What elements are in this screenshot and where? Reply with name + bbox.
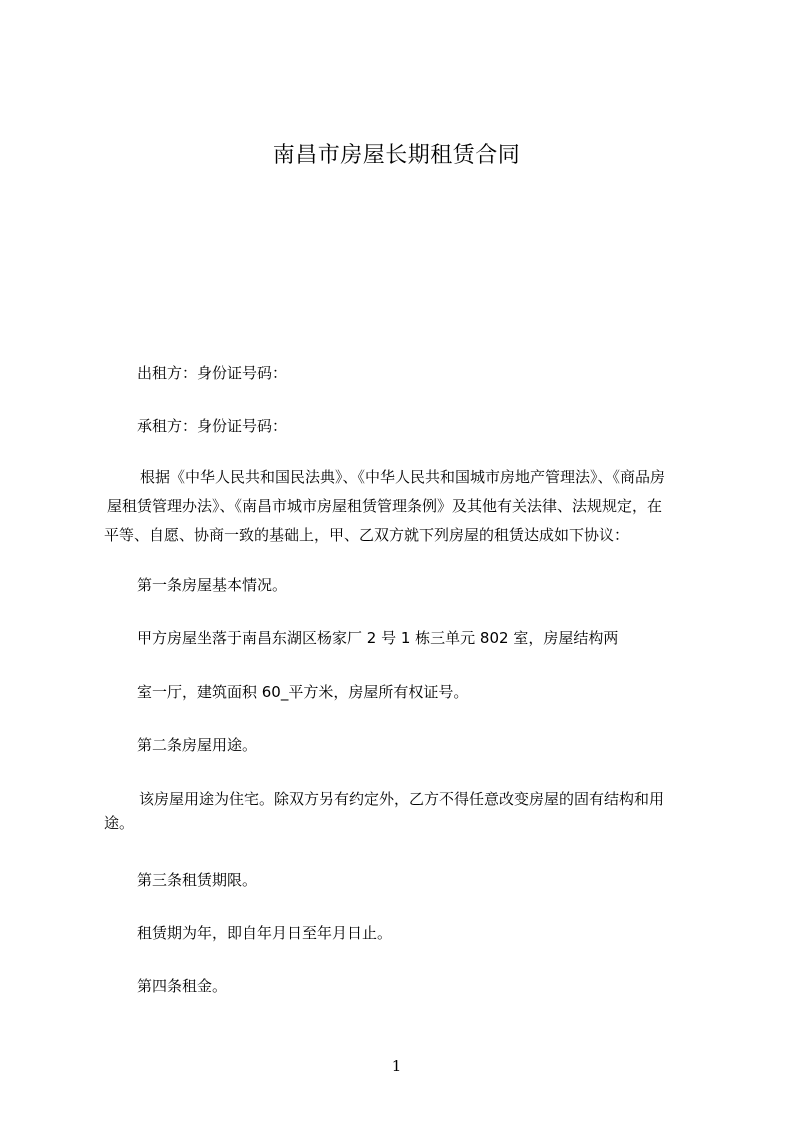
lessee-line: 承租方：身份证号码： bbox=[137, 417, 288, 435]
article1-location-line: 甲方房屋坐落于南昌东湖区杨家厂 2 号 1 栋三单元 802 室，房屋结构两 bbox=[137, 629, 619, 647]
article2-body bbox=[104, 787, 704, 835]
article1-area-line: 室一厅，建筑面积 60_平方米，房屋所有权证号。 bbox=[137, 683, 469, 701]
preamble-line: 根据《中华人民共和国民法典》、《中华人民共和国城市房地产管理法》、《商品房 bbox=[140, 468, 666, 486]
article1-heading: 第一条房屋基本情况。 bbox=[137, 576, 288, 594]
preamble-line: 平等、自愿、协商一致的基础上，甲、乙双方就下列房屋的租赁达成如下协议： bbox=[104, 526, 630, 544]
article2-body-line: 该房屋用途为住宅。除双方另有约定外，乙方不得任意改变房屋的固有结构和用 bbox=[139, 790, 665, 808]
page-number: 1 bbox=[391, 1057, 402, 1075]
article4-heading: 第四条租金。 bbox=[137, 977, 228, 995]
article2-body-line: 途。 bbox=[104, 814, 135, 832]
lessor-line: 出租方：身份证号码： bbox=[137, 364, 288, 382]
document-title: 南昌市房屋长期租赁合同 bbox=[272, 143, 521, 168]
preamble-line: 屋租赁管理办法》、《南昌市城市房屋租赁管理条例》及其他有关法律、法规规定，在 bbox=[107, 497, 663, 515]
preamble-paragraph bbox=[104, 465, 704, 547]
article3-heading: 第三条租赁期限。 bbox=[137, 871, 258, 889]
article3-body: 租赁期为年，即自年月日至年月日止。 bbox=[137, 924, 393, 942]
article2-heading: 第二条房屋用途。 bbox=[137, 736, 258, 754]
